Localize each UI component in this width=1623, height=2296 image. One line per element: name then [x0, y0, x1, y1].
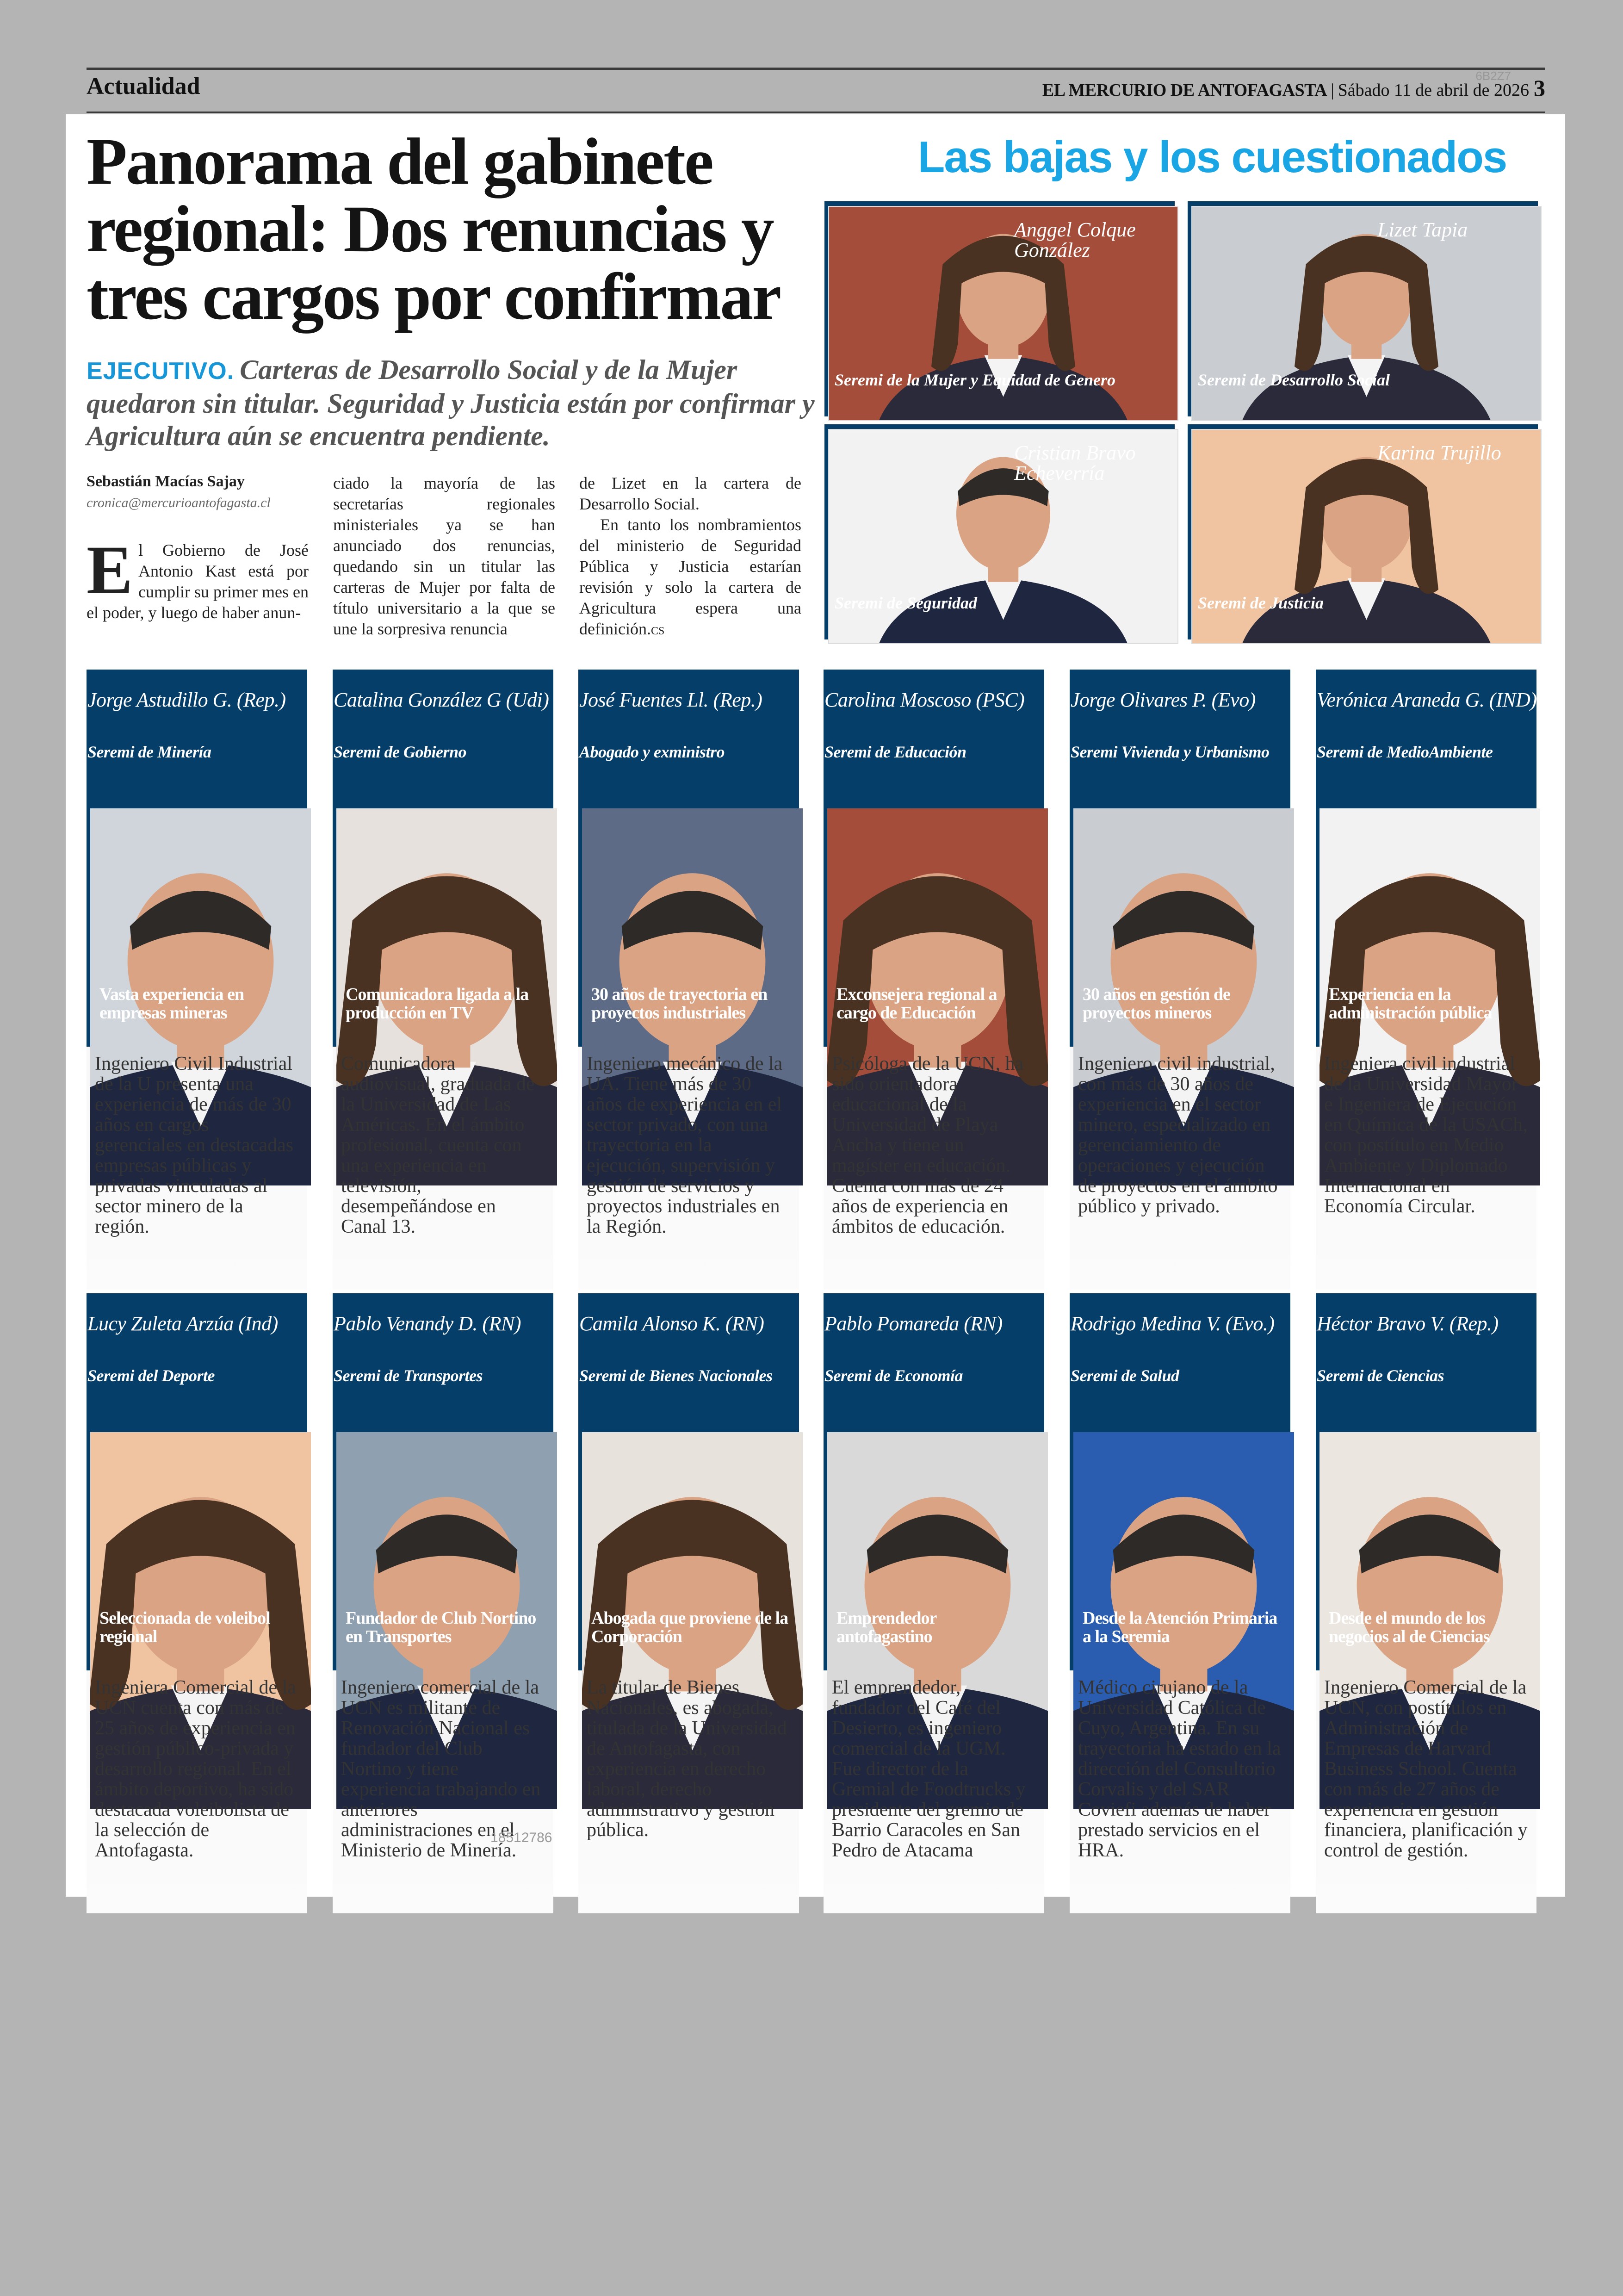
bajas-card-name: Anggel Colque González	[1014, 218, 1136, 261]
profile-card	[87, 670, 307, 1290]
bajas-card-name: Karina Trujillo	[1377, 441, 1501, 464]
profile-role: Seremi de Educación	[824, 743, 966, 761]
profile-card-header	[87, 670, 307, 1047]
profile-card-header	[333, 670, 553, 1047]
profile-headline: Seleccionada de voleibol regional	[99, 1608, 270, 1646]
profile-card	[578, 670, 799, 1290]
profile-role: Seremi de MedioAmbiente	[1317, 743, 1493, 761]
profile-body: Ingeniero comercial de la UCN es militante de Renovación Nacional es fundador del Club Nortino y tiene experiencia trabajando en anteriores administraciones en el Ministerio de Minería.	[341, 1677, 541, 1861]
profile-card	[1316, 670, 1536, 1290]
profile-card	[1070, 670, 1290, 1290]
drop-cap: E	[87, 532, 133, 608]
article-headline: Panorama del gabinete regional: Dos renuncias y tres cargos por confirmar	[87, 125, 781, 334]
profile-body: Psicóloga de la UCN, ha sido orientadora educacional de la Universidad de Playa Ancha y tiene un magíster en educación. Cuenta con más de 24 años de experiencia en ámbitos de educación.	[832, 1053, 1024, 1237]
profile-card	[824, 670, 1044, 1290]
profile-role: Seremi de Transportes	[334, 1366, 483, 1385]
bajas-box-title: Las bajas y los cuestionados	[917, 132, 1507, 182]
article-column-3	[579, 473, 801, 642]
author-email: cronica@mercurioantofagasta.cl	[87, 495, 271, 510]
profile-card	[1316, 1293, 1536, 1913]
profile-headline: 30 años en gestión de proyectos mineros	[1083, 985, 1230, 1023]
profile-card	[1070, 1293, 1290, 1913]
profile-card	[333, 1293, 553, 1913]
profile-role: Seremi del Deporte	[87, 1366, 215, 1385]
bajas-card-role: Seremi de Justicia	[1198, 594, 1324, 612]
profile-role: Seremi de Ciencias	[1317, 1366, 1444, 1385]
profile-name: Catalina González G (Udi)	[334, 689, 549, 711]
profile-name: Rodrigo Medina V. (Evo.)	[1071, 1312, 1275, 1335]
publication-name: EL MERCURIO DE ANTOFAGASTA	[1042, 81, 1327, 100]
watermark-code: 18512786	[490, 1830, 552, 1845]
profile-name: Jorge Astudillo G. (Rep.)	[87, 689, 286, 711]
profile-headline: Desde el mundo de los negocios al de Ciencias	[1329, 1608, 1490, 1646]
publication-info	[1042, 74, 1545, 101]
profile-role: Seremi de Minería	[87, 743, 211, 761]
profile-card-header	[1316, 670, 1536, 1047]
profile-headline: Emprendedor antofagastino	[836, 1608, 936, 1646]
profile-body: Ingeniera Comercial de la UCN cuenta con más de 25 años de experiencia en gestión público-privada y desarrollo regional. En el ámbito deportivo, ha sido destacada voleibolista de la selección de Antofagasta.	[95, 1677, 296, 1861]
end-mark: CS	[650, 625, 665, 637]
profile-role: Seremi de Salud	[1071, 1366, 1179, 1385]
column-3-paragraph-1: de Lizet en la cartera de Desarrollo Social.	[579, 474, 801, 513]
profile-name: Pablo Pomareda (RN)	[824, 1312, 1003, 1335]
profile-card-header	[333, 1293, 553, 1670]
profile-headline: Experiencia en la administración pública	[1329, 985, 1492, 1023]
bajas-card	[1188, 201, 1538, 416]
profile-headline: Comunicadora ligada a la producción en TV	[346, 985, 529, 1023]
profile-card-header	[1316, 1293, 1536, 1670]
column-3-paragraph-2-text: En tanto los nombramientos del ministerio de Seguridad Pública y Justicia estarían revisión y solo la cartera de Agricultura espera una definición.	[579, 515, 801, 638]
deck-text: Carteras de Desarrollo Social y de la Mujer quedaron sin titular. Seguridad y Justicia están por confirmar y Agricultura aún se encuentra pendiente.	[87, 354, 815, 451]
profile-card-header	[87, 1293, 307, 1670]
profile-body: Ingeniera civil industrial de la Universidad Mayor e Ingeniera de Ejecución en Química de la USACh, con postítulo en Medio Ambiente y Diplomado Internacional en Economía Circular.	[1324, 1053, 1528, 1217]
profile-card-header	[824, 670, 1044, 1047]
article-kicker: EJECUTIVO.	[87, 358, 235, 385]
bajas-card-role: Seremi de Seguridad	[835, 594, 978, 612]
profile-body: La titular de Bienes Nacionales, es abogada, titulada de la Universidad de Antofagasta, con experiencia en derecho laboral, derecho administrativo y gestión pública.	[587, 1677, 787, 1841]
profile-headline: Vasta experiencia en empresas mineras	[99, 985, 244, 1023]
publication-date: Sábado 11 de abril de 2026	[1338, 81, 1529, 100]
newspaper-page	[66, 114, 1565, 1897]
bajas-card-name: Lizet Tapia	[1377, 218, 1468, 241]
profile-name: José Fuentes Ll. (Rep.)	[579, 689, 762, 711]
profile-role: Seremi de Economía	[824, 1366, 963, 1385]
profile-body: Ingeniero mecánico de la UA. Tiene más de 30 años de experiencia en el sector privado, con una trayectoria en la ejecución, supervisión y gestión de servicios y proyectos industriales en la Región.	[587, 1053, 783, 1237]
profile-headline: Abogada que proviene de la Corporación	[591, 1608, 788, 1646]
profile-body: Ingeniero civil industrial, con más de 30 años de experiencia en el sector minero, especializado en gerenciamiento de operaciones y ejecución de proyectos en el ámbito público y privado.	[1078, 1053, 1278, 1217]
profile-body: Ingeniero Civil Industrial de la U presenta una experiencia de más de 30 años en cargos gerenciales en destacadas empresas públicas y privadas vinculadas al sector minero de la región.	[95, 1053, 294, 1237]
profile-headline: Desde la Atención Primaria a la Seremia	[1083, 1608, 1277, 1646]
profile-body: Médico cirujano de la Universidad Católica de Cuyo, Argentina. En su trayectoria ha estado en la dirección del Consultorio Corvalis y del SAR Coviefi además de haber prestado servicios en el HRA.	[1078, 1677, 1281, 1861]
profile-card	[578, 1293, 799, 1913]
profile-card-header	[824, 1293, 1044, 1670]
profile-name: Pablo Venandy D. (RN)	[334, 1312, 521, 1335]
profile-role: Abogado y exministro	[579, 743, 725, 761]
profile-role: Seremi Vivienda y Urbanismo	[1071, 743, 1270, 761]
profile-name: Lucy Zuleta Arzúa (Ind)	[87, 1312, 278, 1335]
profile-headline: 30 años de trayectoria en proyectos industriales	[591, 985, 768, 1023]
bajas-card-name: Cristian Bravo Echeverría	[1014, 441, 1136, 484]
bajas-card	[824, 424, 1175, 639]
profile-card-header	[578, 670, 799, 1047]
profile-body: El emprendedor, fundador del Café del Desierto, es ingeniero comercial de la UGM. Fue director de la Gremial de Foodtrucks y presidente del gremio de Barrio Caracoles en San Pedro de Atacama	[832, 1677, 1026, 1861]
profile-body: Ingeniero Comercial de la UCN, con postítulos en Administración de Empresas de Harvard Business School. Cuenta con más de 27 años de experiencia en gestión financiera, planificación y control de gestión.	[1324, 1677, 1528, 1861]
page-number: 3	[1534, 75, 1545, 101]
profile-role: Seremi de Bienes Nacionales	[579, 1366, 773, 1385]
section-label: Actualidad	[87, 73, 200, 99]
profile-body: Comunicadora audiovisual, graduada de la Universidad de Las Américas. En el ámbito profesional, cuenta con una experiencia en televisión, desempeñándose en Canal 13.	[341, 1053, 535, 1237]
profile-name: Camila Alonso K. (RN)	[579, 1312, 764, 1335]
bajas-card-role: Seremi de la Mujer y Equidad de Genero	[835, 371, 1115, 389]
page-code: 6B2Z7	[1475, 69, 1511, 83]
profile-card	[87, 1293, 307, 1913]
article-column-1	[87, 532, 309, 623]
profile-card-header	[578, 1293, 799, 1670]
bajas-card	[1188, 424, 1538, 639]
separator: |	[1331, 81, 1334, 100]
profile-card	[824, 1293, 1044, 1913]
bajas-card-role: Seremi de Desarrollo Social	[1198, 371, 1390, 389]
column-3-paragraph-2	[579, 515, 801, 642]
profile-name: Héctor Bravo V. (Rep.)	[1317, 1312, 1499, 1335]
page-header	[87, 68, 1545, 113]
article-deck	[87, 354, 845, 452]
profile-card-header	[1070, 1293, 1290, 1670]
bajas-card	[824, 201, 1175, 416]
profile-headline: Fundador de Club Nortino en Transportes	[346, 1608, 536, 1646]
article-column-2: ciado la mayoría de las secretarías regionales ministeriales ya se han anunciado dos renuncias, quedando sin un titular las carteras de Mujer por falta de título universitario a la que se une la sorpresiva renuncia	[333, 474, 555, 638]
profile-name: Verónica Araneda G. (IND)	[1317, 689, 1537, 711]
profile-headline: Exconsejera regional a cargo de Educación	[836, 985, 997, 1023]
column-1-text: l Gobierno de José Antonio Kast está por cumplir su primer mes en el poder, y luego de haber anun-	[87, 541, 309, 622]
author-byline: Sebastián Macías Sajay	[87, 473, 245, 490]
profile-role: Seremi de Gobierno	[334, 743, 466, 761]
profile-card-header	[1070, 670, 1290, 1047]
profile-name: Carolina Moscoso (PSC)	[824, 689, 1025, 711]
profile-name: Jorge Olivares P. (Evo)	[1071, 689, 1256, 711]
profile-card	[333, 670, 553, 1290]
